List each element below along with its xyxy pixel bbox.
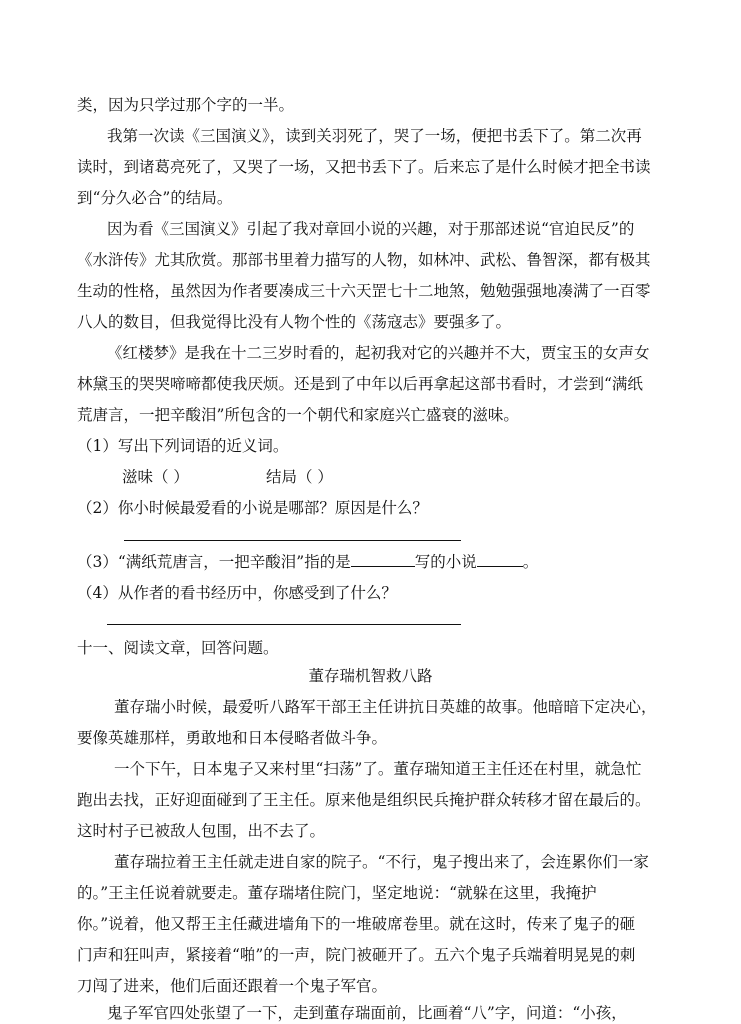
passage1-line-8: 八人的数目，但我觉得比没有人物个性的《荡寇志》要强多了。 — [77, 313, 512, 331]
question-4-answer-line[interactable] — [107, 624, 461, 625]
story-line-3: 一个下午，日本鬼子又来村里“扫荡”了。董存瑞知道王主任还在村里，就急忙 — [114, 760, 642, 778]
question-3-part-2: 写的小说 — [414, 553, 477, 571]
story-line-4: 跑出去找，正好迎面碰到了王主任。原来他是组织民兵掩护群众转移才留在最后的。 — [77, 791, 651, 809]
story-title: 董存瑞机智救八路 — [308, 667, 433, 685]
passage1-line-7: 生动的性格，虽然因为作者要凑成三十六天罡七十二地煞，勉勉强强地凑满了一百零 — [77, 282, 651, 300]
story-line-6: 董存瑞拉着王主任就走进自家的院子。“不行，鬼子搜出来了，会连累你们一家 — [114, 853, 649, 871]
story-line-11: 鬼子军官四处张望了一下，走到董存瑞面前，比画着“八”字，问道：“小孩， — [107, 1004, 627, 1022]
story-line-2: 要像英雄那样，勇敢地和日本侵略者做斗争。 — [77, 729, 388, 747]
passage1-line-11: 荒唐言，一把辛酸泪”所包含的一个朝代和家庭兴亡盛衰的滋味。 — [77, 406, 519, 424]
question-3-part-1: （3）“满纸荒唐言，一把辛酸泪”指的是 — [77, 553, 351, 571]
question-3-blank-2[interactable] — [477, 552, 523, 567]
story-line-8: 你。”说着，他又帮王主任藏进墙角下的一堆破席卷里。就在这时，传来了鬼子的砸 — [77, 915, 636, 933]
passage1-line-4: 到“分久必合”的结局。 — [77, 189, 233, 207]
passage1-line-10: 林黛玉的哭哭啼啼都使我厌烦。还是到了中年以后再拿起这部书看时，才尝到“满纸 — [77, 375, 643, 393]
question-1-word-2: 结局（ ） — [266, 468, 333, 486]
story-line-10: 刀闯了进来，他们后面还跟着一个鬼子军官。 — [77, 977, 388, 995]
question-2: （2）你小时候最爱看的小说是哪部？原因是什么？ — [77, 499, 428, 517]
story-line-9: 门声和狂叫声，紧接着“啪”的一声，院门被砸开了。五六个鬼子兵端着明晃晃的刺 — [77, 946, 636, 964]
question-2-answer-line[interactable] — [124, 540, 461, 541]
question-3 — [77, 552, 538, 572]
story-line-7: 的。”王主任说着就要走。董存瑞堵住院门，坚定地说：“就躲在这里，我掩护 — [77, 884, 597, 902]
story-line-1: 董存瑞小时候，最爱听八路军干部王主任讲抗日英雄的故事。他暗暗下定决心， — [114, 698, 657, 716]
passage1-line-1: 类，因为只学过那个字的一半。 — [77, 96, 295, 114]
passage1-line-5: 因为看《三国演义》引起了我对章回小说的兴趣，对于那部述说“官迫民反”的 — [107, 220, 635, 238]
question-3-blank-1[interactable] — [351, 552, 415, 567]
passage1-line-2: 我第一次读《三国演义》，读到关羽死了，哭了一场，便把书丢下了。第二次再 — [107, 127, 642, 145]
question-3-part-3: 。 — [522, 553, 539, 571]
question-1-word-1: 滋味（ ） — [122, 468, 189, 486]
question-4: （4）从作者的看书经历中，你感受到了什么？ — [77, 584, 397, 602]
passage1-line-6: 《水浒传》尤其欣赏。那部书里着力描写的人物，如林冲、武松、鲁智深，都有极其 — [77, 251, 651, 269]
passage1-line-9: 《红楼梦》是我在十二三岁时看的，起初我对它的兴趣并不大，贾宝玉的女声女 — [107, 344, 650, 362]
question-1: （1）写出下列词语的近义词。 — [77, 437, 289, 455]
passage1-line-3: 读时，到诸葛亮死了，又哭了一场，又把书丢下了。后来忘了是什么时候才把全书读 — [77, 158, 651, 176]
story-line-5: 这时村子已被敌人包围，出不去了。 — [77, 822, 326, 840]
section-11-heading: 十一、阅读文章，回答问题。 — [77, 639, 279, 657]
